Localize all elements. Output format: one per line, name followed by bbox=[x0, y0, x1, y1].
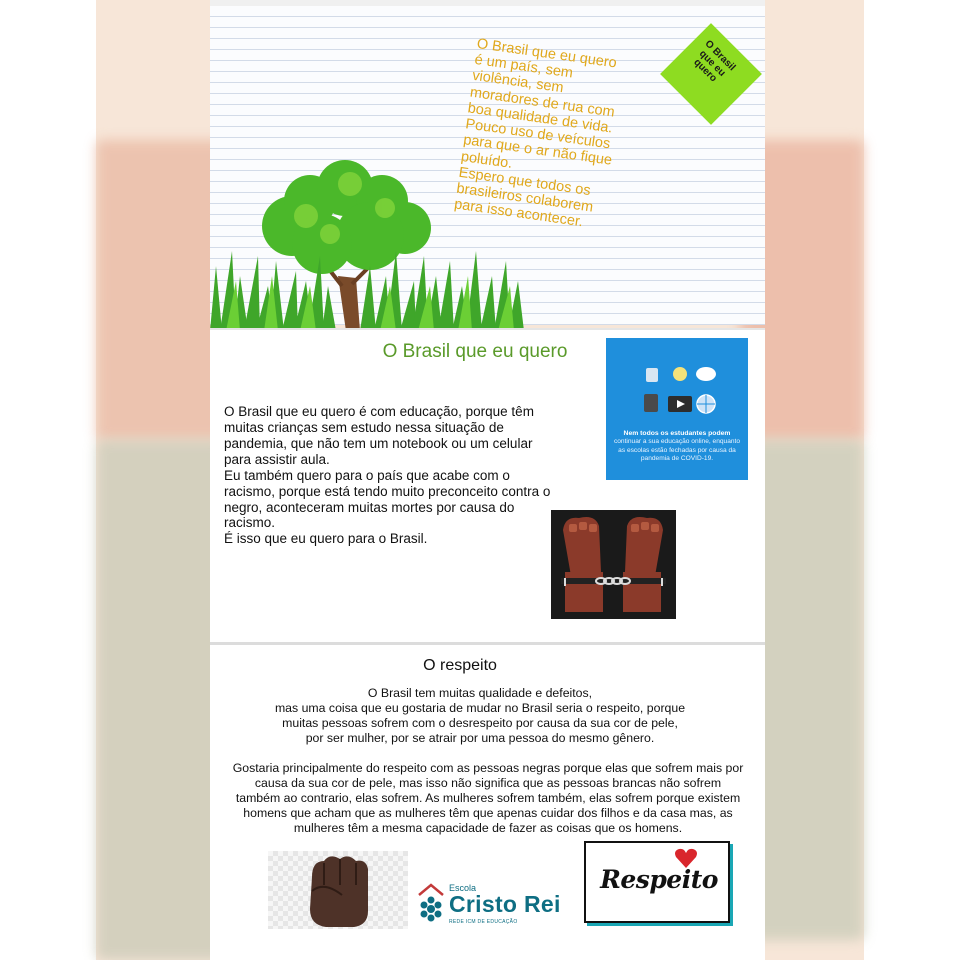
raised-fist-icon bbox=[268, 851, 408, 929]
respeito-word: Respeito bbox=[600, 865, 718, 894]
school-network: REDE ICM DE EDUCAÇÃO bbox=[449, 919, 518, 925]
covid-card-heading: Nem todos os estudantes podem bbox=[623, 430, 731, 437]
covid-card-body: continuar a sua educação online, enquanto as escolas estão fechadas por causa da pandemia de COVID-19. bbox=[613, 438, 741, 462]
covid-card-text bbox=[612, 430, 742, 463]
body-paragraph: É isso que eu quero para o Brasil. bbox=[224, 531, 428, 547]
chained-fists-image bbox=[551, 510, 676, 619]
section-body bbox=[224, 404, 554, 547]
respect-title: O respeito bbox=[423, 657, 497, 674]
school-logo bbox=[415, 881, 565, 927]
respect-paragraph-2: Gostaria principalmente do respeito com as pessoas negras porque elas que sofrem mais por causa da sua cor de pele, mas isso não significa que as pessoas brancas não sofrem também ao contrario, elas sofrem. As mulheres sofrem também, elas sofrem porque existem homens que acham que as mulheres têm que apenas cuidar dos filhos e da casa mas, as mulheres têm a mesma capacidade de fazer as coisas que os homens. bbox=[232, 761, 744, 835]
body-paragraph: Eu também quero para o país que acabe com o racismo, porque está tendo muito preconceito contra o negro, aconteceram muitas mortes por causa do racismo. bbox=[224, 467, 551, 531]
top-wish-text bbox=[453, 36, 666, 239]
covid-education-card bbox=[606, 338, 748, 480]
school-label-small: Escola bbox=[449, 883, 477, 893]
school-emblem-icon bbox=[415, 883, 447, 923]
chained-fists-icon bbox=[551, 510, 676, 619]
respeito-card bbox=[584, 841, 730, 923]
bottom-panel bbox=[210, 645, 765, 960]
education-icons bbox=[640, 364, 720, 418]
watercolor-stroke bbox=[750, 440, 864, 940]
respect-paragraph-1: O Brasil tem muitas qualidade e defeitos, mas uma coisa que eu gostaria de mudar no Brasil seria o respeito, porque muitas pessoas sofrem com o desrespeito por causa da sua cor de pele, por ser mulher, por se atrair por uma pessoa do mesmo gênero. bbox=[274, 686, 686, 745]
top-wish-paragraph: O Brasil que eu quero é um país, sem violência, sem moradores de rua com boa qualidade de vida. Pouco uso de veículos para que o ar não fique poluído. Espero que todos os brasileiros colaborem para isso acontecer. bbox=[453, 36, 618, 231]
watercolor-stroke bbox=[96, 440, 226, 960]
raised-fist-image bbox=[268, 851, 408, 929]
middle-panel bbox=[210, 330, 765, 642]
badge-label: O Brasil que eu quero bbox=[691, 38, 738, 85]
school-name: Cristo Rei bbox=[449, 891, 561, 917]
body-paragraph: O Brasil que eu quero é com educação, porque têm muitas crianças sem estudo nessa situação de pandemia, que não tem um notebook ou um celular para assistir aula. bbox=[224, 404, 534, 467]
top-panel bbox=[210, 0, 765, 325]
section-title: O Brasil que eu quero bbox=[382, 341, 568, 362]
